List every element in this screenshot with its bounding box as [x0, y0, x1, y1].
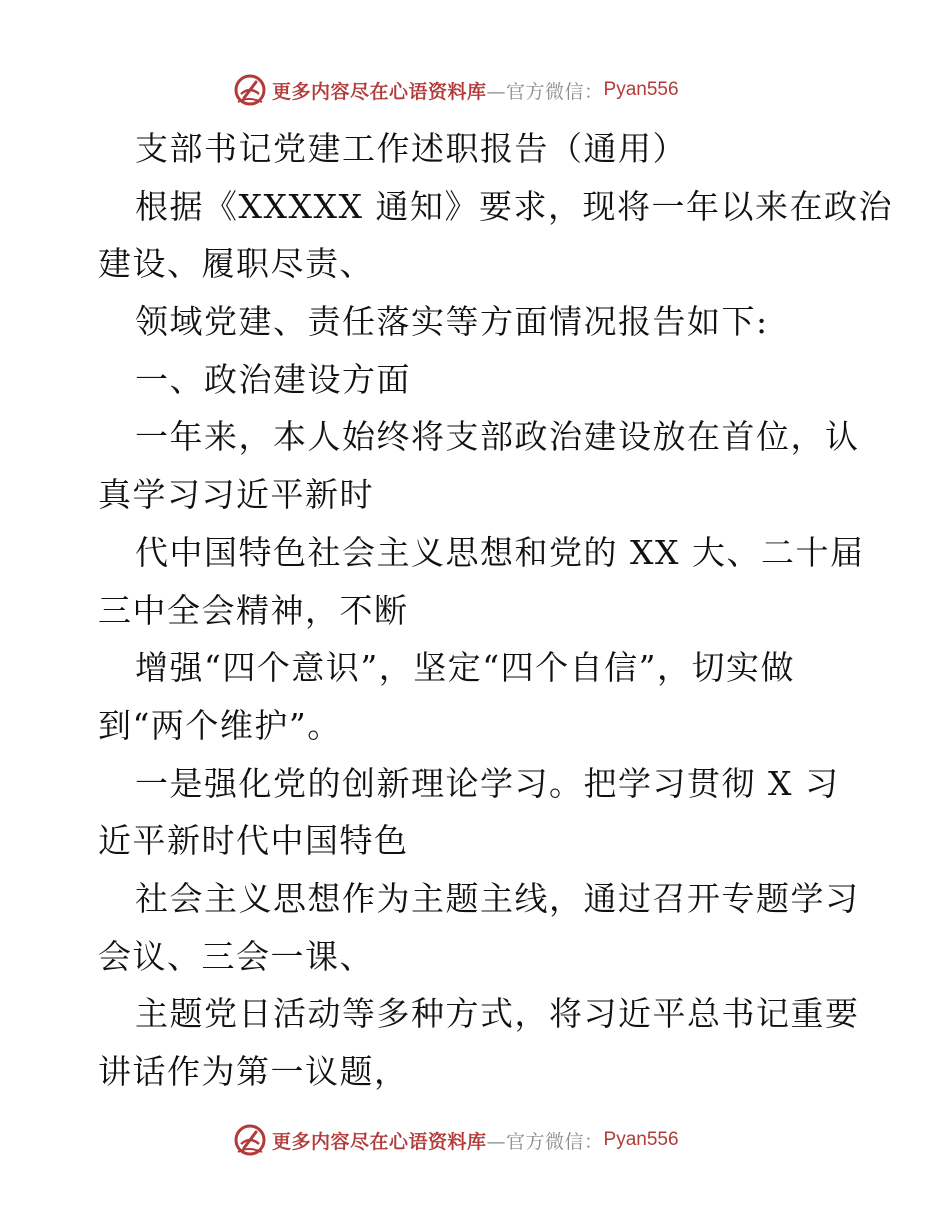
- text-line: 真学习习近平新时: [98, 475, 374, 515]
- text-line: 一年来，本人始终将支部政治建设放在首位，认: [135, 417, 860, 457]
- book-pen-logo-icon: [232, 72, 268, 108]
- text-line: 主题党日活动等多种方式，将习近平总书记重要: [135, 994, 860, 1034]
- text-line: 三中全会精神，不断: [98, 590, 409, 630]
- watermark-main-text: 更多内容尽在心语资料库: [272, 80, 487, 103]
- text-line: 领域党建、责任落实等方面情况报告如下:: [135, 302, 769, 342]
- text-line: 一是强化党的创新理论学习。把学习贯彻 X 习: [135, 763, 840, 803]
- text-line: 支部书记党建工作述职报告（通用）: [135, 129, 687, 168]
- watermark-main-text: 更多内容尽在心语资料库: [272, 1130, 487, 1153]
- text-line: 一、政治建设方面: [135, 359, 411, 399]
- watermark-separator-text: —官方微信：: [486, 1130, 604, 1153]
- text-line: 近平新时代中国特色: [98, 821, 409, 861]
- text-line: 社会主义思想作为主题主线，通过召开专题学习: [135, 878, 860, 918]
- text-line: 到“两个维护”。: [98, 705, 342, 745]
- text-line: 讲话作为第一议题，: [98, 1052, 409, 1091]
- watermark-separator-text: —官方微信：: [486, 80, 604, 103]
- watermark-wechat-id: Pyan556: [603, 1129, 679, 1150]
- text-line: 会议、三会一课、: [98, 936, 374, 976]
- text-line: 建设、履职尽责、: [98, 244, 374, 284]
- text-line: 增强“四个意识”，坚定“四个自信”，切实做: [135, 648, 795, 688]
- watermark-wechat-id: Pyan556: [603, 79, 679, 100]
- watermark-banner-bottom: [232, 1120, 679, 1160]
- watermark-banner-top: [232, 70, 679, 110]
- text-line: 代中国特色社会主义思想和党的 XX 大、二十届: [135, 532, 865, 572]
- document-body: [98, 120, 893, 1101]
- text-line: 根据《XXXXX 通知》要求，现将一年以来在政治: [135, 186, 893, 226]
- book-pen-logo-icon: [232, 1122, 268, 1158]
